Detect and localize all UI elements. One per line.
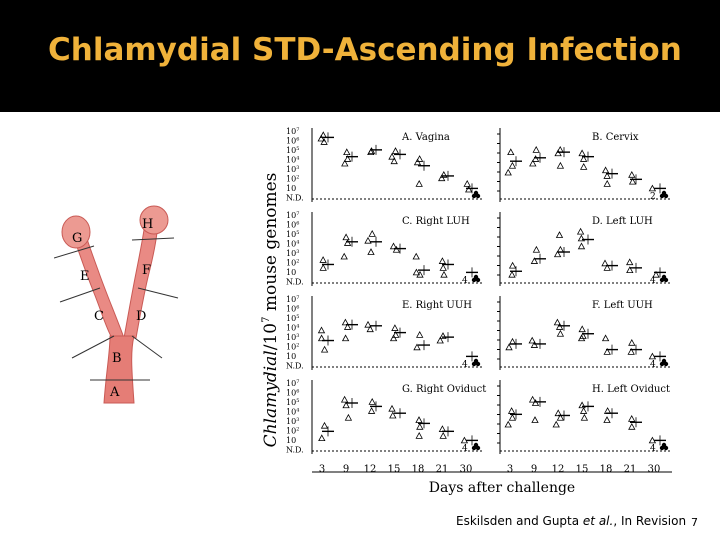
- data-point: [627, 259, 633, 265]
- data-point: [413, 254, 419, 259]
- y-tick-label: $10^2$: [286, 258, 300, 268]
- data-point: [342, 397, 348, 403]
- slide-title: Chlamydial STD-Ascending Infection: [48, 32, 682, 68]
- y-tick-label: $10^2$: [286, 342, 300, 352]
- infection-chart: [254, 120, 684, 500]
- x-tick-label: 30: [459, 464, 473, 475]
- data-point: [368, 249, 374, 255]
- y-tick-label: 10: [286, 352, 297, 361]
- x-tick-label: 30: [647, 464, 661, 475]
- data-point: [581, 164, 587, 170]
- x-tick-label: 12: [363, 464, 377, 475]
- count-label: 4: [462, 276, 468, 286]
- y-tick-label: $10^3$: [286, 417, 300, 426]
- data-point: [578, 229, 584, 235]
- data-point: [393, 148, 399, 154]
- data-point: [416, 417, 422, 423]
- data-point: [389, 406, 395, 412]
- y-tick-label: $10^7$: [286, 379, 300, 388]
- data-point: [369, 408, 375, 414]
- data-point: [557, 331, 563, 337]
- x-tick-label: 9: [342, 464, 350, 475]
- data-point: [417, 424, 423, 430]
- y-tick-label: $10^5$: [286, 146, 300, 155]
- data-point: [369, 231, 375, 237]
- y-tick-label: 10: [286, 436, 297, 445]
- data-point: [579, 243, 585, 248]
- data-point: [629, 172, 635, 178]
- y-tick-label: $10^6$: [286, 136, 300, 146]
- y-tick-label: $10^6$: [286, 220, 300, 230]
- data-point: [533, 400, 539, 406]
- data-point: [322, 423, 328, 429]
- club-icon: [662, 191, 666, 195]
- data-point: [416, 433, 422, 439]
- x-tick-label: 3: [318, 464, 326, 475]
- panel-label: C. Right LUH: [402, 216, 470, 227]
- data-point: [509, 272, 515, 278]
- count-label: 4: [462, 360, 468, 370]
- x-tick-label: 21: [435, 464, 449, 475]
- photo-label-f: F: [142, 263, 152, 278]
- data-point: [439, 258, 445, 264]
- data-point: [415, 159, 421, 165]
- data-point: [321, 139, 327, 145]
- club-icon: [474, 443, 478, 447]
- data-point: [579, 326, 585, 332]
- y-tick-label: $10^5$: [286, 398, 300, 407]
- data-point: [440, 265, 446, 271]
- club-icon: [662, 443, 666, 447]
- data-point: [603, 335, 609, 341]
- data-point: [345, 240, 351, 246]
- data-point: [533, 156, 539, 162]
- club-icon: [662, 359, 666, 363]
- data-point: [320, 257, 326, 263]
- x-tick-label: 21: [623, 464, 637, 475]
- x-tick-label: 18: [411, 464, 425, 475]
- data-point: [393, 247, 399, 253]
- photo-label-c: C: [94, 309, 104, 324]
- count-label: 4: [650, 360, 656, 370]
- data-point: [391, 335, 397, 341]
- photo-label-h: H: [142, 217, 154, 232]
- x-tick-label: 3: [506, 464, 514, 475]
- data-point: [629, 424, 635, 430]
- data-point: [343, 234, 349, 240]
- count-label: 2: [650, 192, 656, 202]
- y-tick-label: N.D.: [286, 445, 304, 455]
- y-tick-label: $10^2$: [286, 426, 300, 436]
- y-tick-label: N.D.: [286, 361, 304, 371]
- data-point: [466, 187, 472, 193]
- data-point: [319, 327, 325, 333]
- x-tick-label: 15: [575, 464, 589, 475]
- y-tick-label: 10: [286, 184, 297, 193]
- panel-label: E. Right UUH: [402, 300, 472, 311]
- data-point: [509, 415, 515, 421]
- data-point: [508, 149, 514, 155]
- data-point: [322, 347, 328, 353]
- club-icon: [474, 359, 478, 363]
- data-point: [392, 325, 398, 331]
- data-point: [510, 263, 516, 269]
- y-tick-label: N.D.: [286, 277, 304, 287]
- data-point: [505, 422, 511, 428]
- data-point: [555, 150, 561, 156]
- panel-label: H. Left Oviduct: [592, 384, 671, 395]
- data-point: [509, 408, 515, 414]
- data-point: [509, 163, 515, 169]
- data-point: [629, 340, 635, 346]
- panel-label: F. Left UUH: [592, 300, 653, 311]
- data-point: [604, 181, 610, 187]
- page-number: 7: [691, 516, 698, 529]
- data-point: [369, 399, 375, 405]
- photo-label-e: E: [80, 269, 90, 284]
- y-tick-label: $10^6$: [286, 388, 300, 398]
- y-tick-label: $10^6$: [286, 304, 300, 314]
- y-tick-label: $10^5$: [286, 230, 300, 239]
- y-tick-label: $10^3$: [286, 333, 300, 342]
- count-label: 4: [650, 276, 656, 286]
- photo-label-b: B: [112, 351, 122, 366]
- data-point: [343, 335, 349, 341]
- reproductive-tract-photo: [54, 198, 186, 406]
- panel-label: A. Vagina: [402, 132, 450, 143]
- photo-label-g: G: [72, 231, 83, 246]
- count-label: 4: [650, 444, 656, 454]
- x-tick-label: 15: [387, 464, 401, 475]
- data-point: [553, 422, 559, 428]
- chart-xlabel: Days after challenge: [428, 480, 576, 496]
- data-point: [581, 408, 587, 414]
- data-point: [441, 272, 447, 278]
- y-tick-label: $10^7$: [286, 295, 300, 304]
- count-label: 4: [462, 444, 468, 454]
- data-point: [557, 232, 563, 238]
- data-point: [629, 416, 635, 422]
- y-tick-label: $10^4$: [286, 155, 300, 165]
- data-point: [533, 147, 539, 153]
- data-point: [319, 435, 325, 441]
- y-tick-label: $10^3$: [286, 165, 300, 174]
- photo-label-d: D: [136, 309, 147, 324]
- chart-ylabel: Chlamydial/$10^7$ mouse genomes: [261, 172, 281, 448]
- citation: Eskilsden and Gupta et al., In Revision: [456, 514, 687, 528]
- panel-label: D. Left LUH: [592, 216, 653, 227]
- data-point: [341, 254, 347, 259]
- data-point: [345, 415, 351, 421]
- club-icon: [474, 191, 478, 195]
- data-point: [533, 247, 539, 253]
- photo-label-a: A: [110, 385, 120, 400]
- data-point: [464, 181, 470, 187]
- y-tick-label: N.D.: [286, 193, 304, 203]
- y-tick-label: $10^4$: [286, 239, 300, 249]
- data-point: [440, 433, 446, 439]
- data-point: [532, 417, 538, 423]
- data-point: [344, 149, 350, 155]
- y-tick-label: $10^2$: [286, 174, 300, 184]
- y-tick-label: $10^5$: [286, 314, 300, 323]
- data-point: [557, 163, 563, 169]
- panel-label: B. Cervix: [592, 132, 639, 143]
- panel-label: G. Right Oviduct: [402, 384, 487, 395]
- y-tick-label: $10^7$: [286, 127, 300, 136]
- y-tick-label: $10^4$: [286, 323, 300, 333]
- data-point: [579, 150, 585, 156]
- data-point: [506, 344, 512, 350]
- data-point: [417, 332, 423, 338]
- club-icon: [662, 275, 666, 279]
- data-point: [320, 265, 326, 271]
- data-point: [505, 170, 511, 176]
- data-point: [603, 167, 609, 173]
- y-tick-label: 10: [286, 268, 297, 277]
- y-tick-label: $10^3$: [286, 249, 300, 258]
- y-tick-label: $10^4$: [286, 407, 300, 417]
- data-point: [416, 181, 422, 187]
- x-tick-label: 18: [599, 464, 613, 475]
- x-tick-label: 9: [530, 464, 538, 475]
- data-point: [579, 335, 585, 341]
- x-tick-label: 12: [551, 464, 565, 475]
- club-icon: [474, 275, 478, 279]
- data-point: [604, 417, 610, 423]
- y-tick-label: $10^7$: [286, 211, 300, 220]
- data-point: [581, 415, 587, 421]
